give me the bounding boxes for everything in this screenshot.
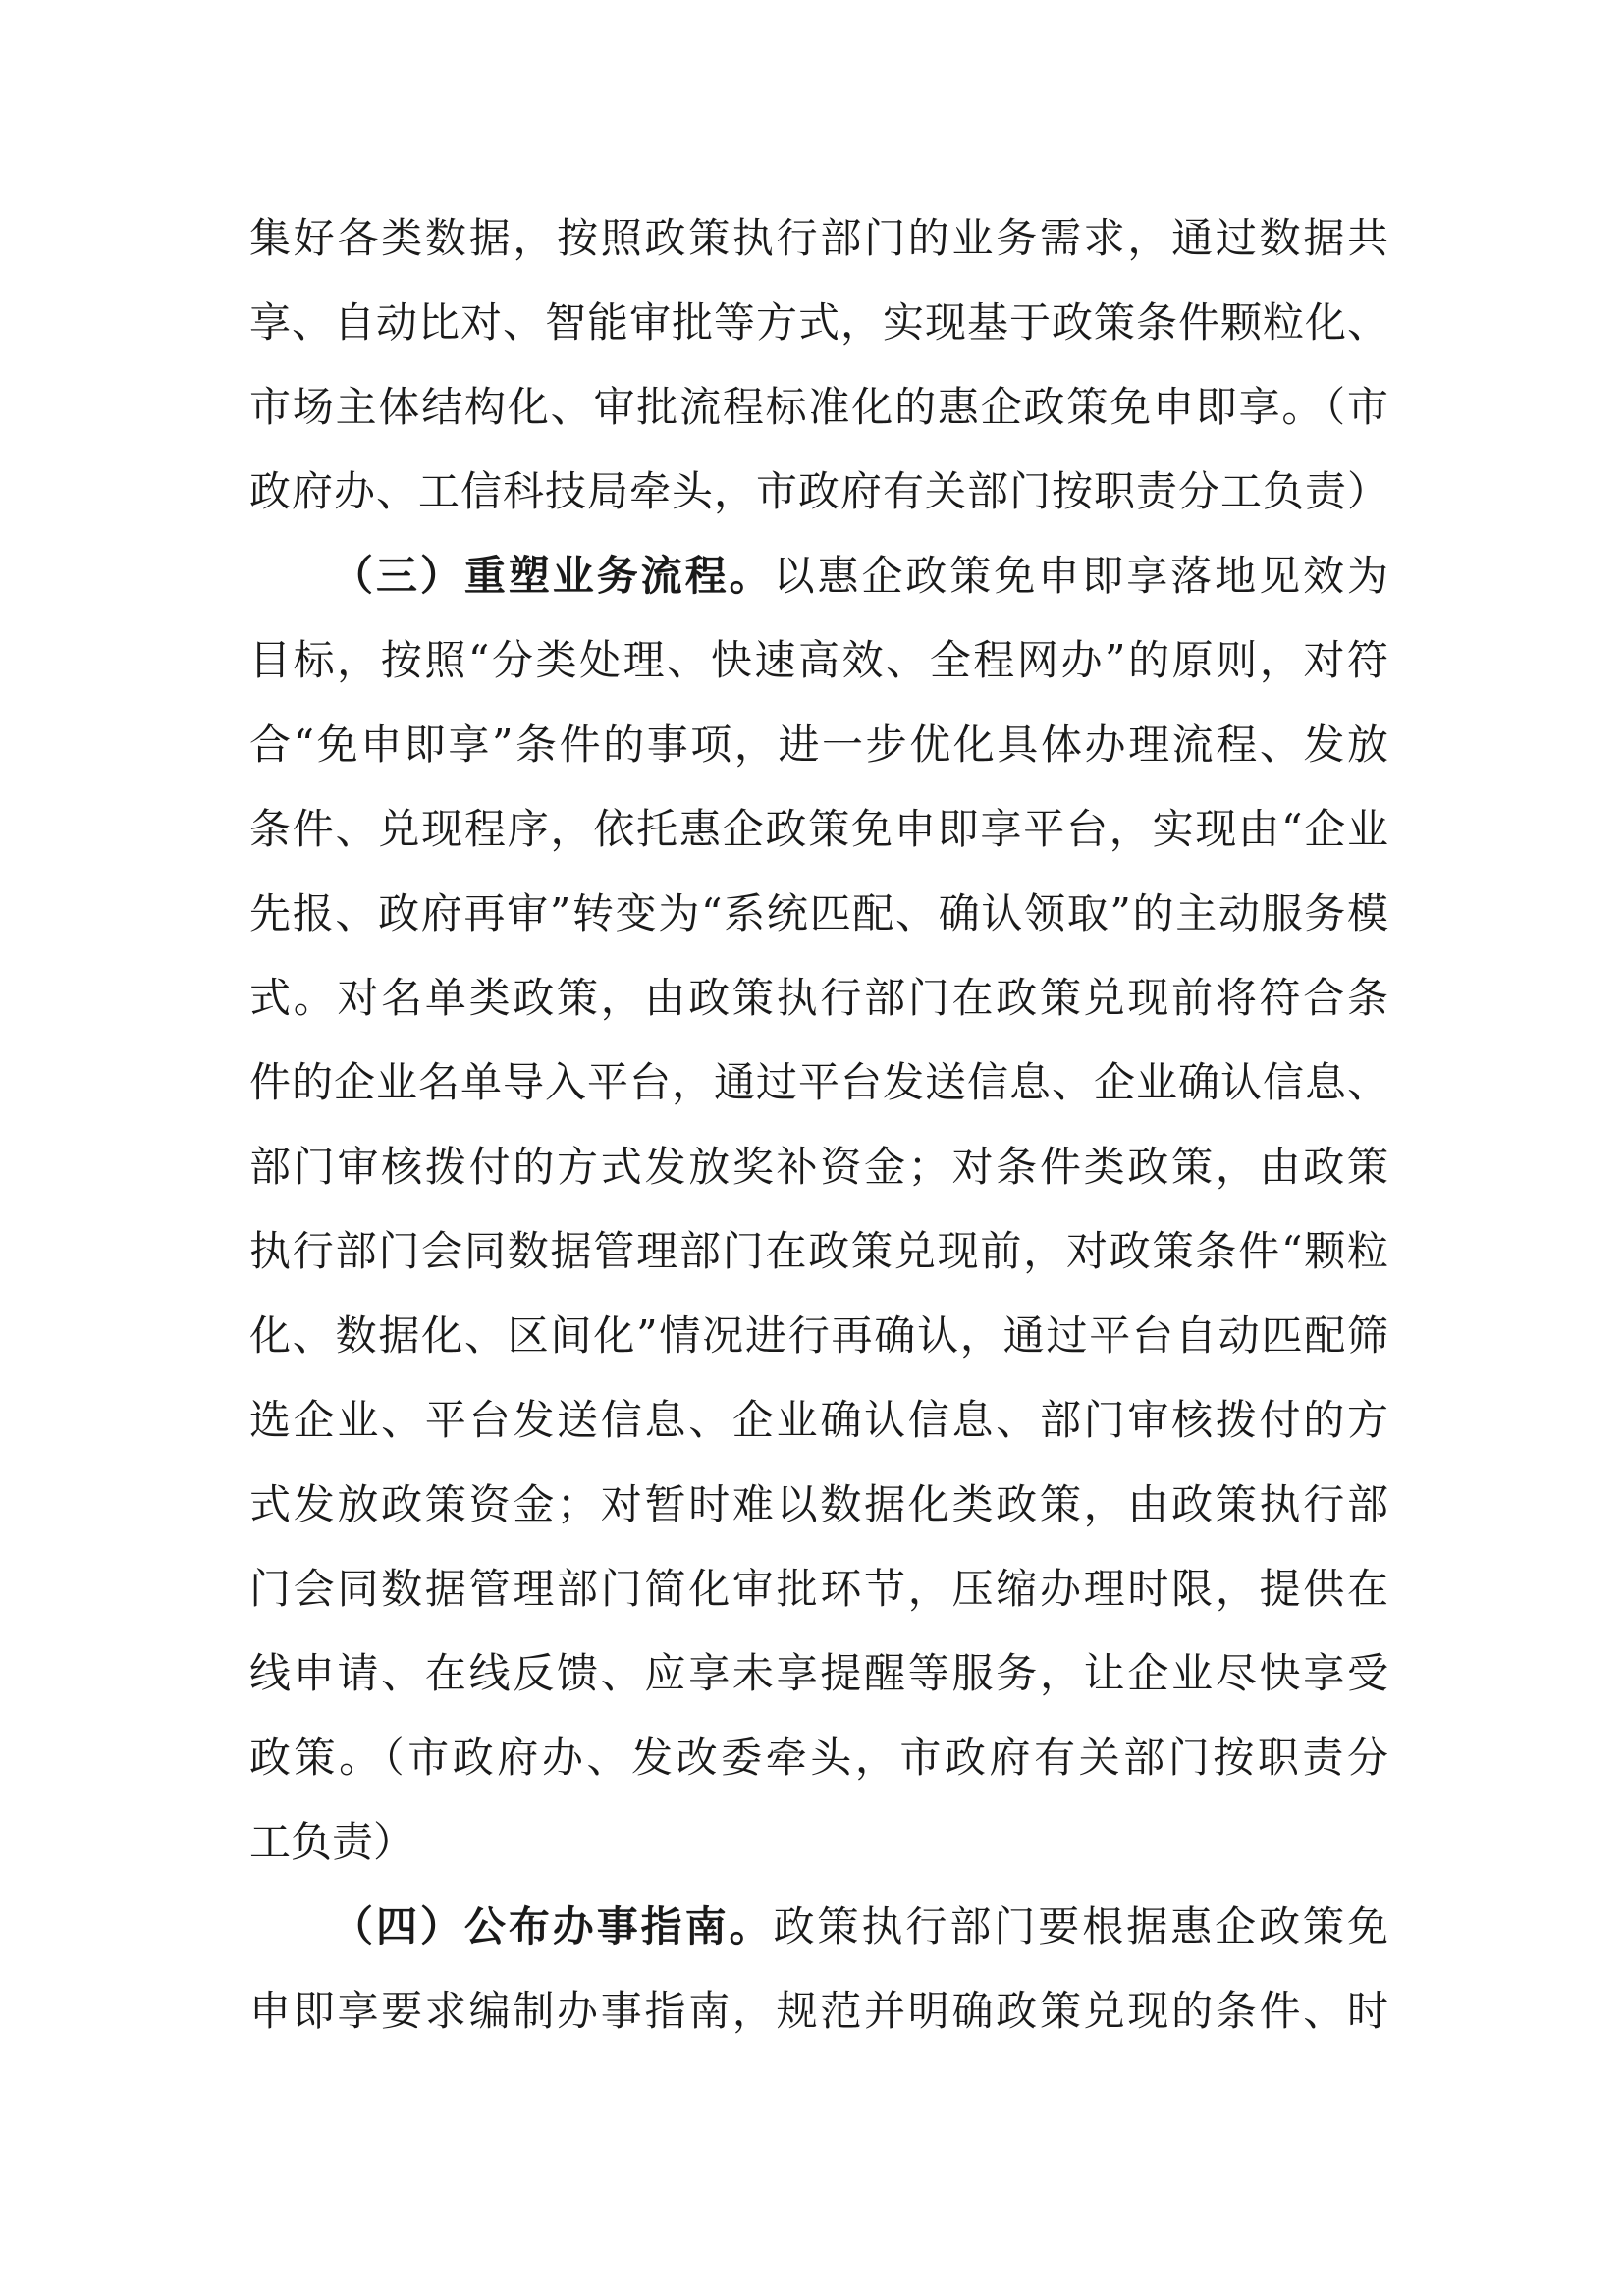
text-line: 式发放政策资金；对暂时难以数据化类政策，由政策执行部 [249,1480,1388,1528]
text-line: 选企业、平台发送信息、企业确认信息、部门审核拨付的方 [249,1396,1388,1444]
text-line: 政府办、工信科技局牵头，市政府有关部门按职责分工负责） [249,467,1388,515]
section-four-first-line-text: 政策执行部门要根据惠企政策免 [773,1902,1388,1950]
text-line: 市场主体结构化、审批流程标准化的惠企政策免申即享。（市 [249,383,1388,431]
section-three [249,534,1388,1885]
section-four [249,1885,1388,2054]
text-line: 件的企业名单导入平台，通过平台发送信息、企业确认信息、 [249,1058,1388,1106]
text-line: 目标，按照“分类处理、快速高效、全程网办”的原则，对符 [249,636,1388,684]
paragraph-continuation [249,196,1388,534]
section-three-first-line-text: 以惠企政策免申即享落地见效为 [773,552,1388,600]
text-line: 执行部门会同数据管理部门在政策兑现前，对政策条件“颗粒 [249,1227,1388,1275]
text-line: 化、数据化、区间化”情况进行再确认，通过平台自动匹配筛 [249,1311,1388,1360]
text-line: 工负责） [249,1818,415,1866]
section-three-heading: （三）重塑业务流程。 [332,552,774,600]
section-four-heading: （四）公布办事指南。 [332,1902,774,1950]
text-line: 门会同数据管理部门简化审批环节，压缩办理时限，提供在 [249,1565,1388,1613]
text-line: 部门审核拨付的方式发放奖补资金；对条件类政策，由政策 [249,1143,1388,1191]
text-line: 政策。（市政府办、发改委牵头，市政府有关部门按职责分 [249,1734,1388,1782]
text-line: 享、自动比对、智能审批等方式，实现基于政策条件颗粒化、 [249,298,1388,347]
text-line: 条件、兑现程序，依托惠企政策免申即享平台，实现由“企业 [249,805,1388,853]
section-four-first-line [249,1885,1388,1969]
text-line: 式。对名单类政策，由政策执行部门在政策兑现前将符合条 [249,974,1388,1022]
text-line: 线申请、在线反馈、应享未享提醒等服务，让企业尽快享受 [249,1649,1388,1697]
section-three-first-line [249,534,1388,618]
text-line: 集好各类数据，按照政策执行部门的业务需求，通过数据共 [249,214,1388,262]
text-line: 申即享要求编制办事指南，规范并明确政策兑现的条件、时 [249,1987,1388,2035]
text-line: 合“免申即享”条件的事项，进一步优化具体办理流程、发放 [249,721,1388,769]
text-line: 先报、政府再审”转变为“系统匹配、确认领取”的主动服务模 [249,889,1388,937]
